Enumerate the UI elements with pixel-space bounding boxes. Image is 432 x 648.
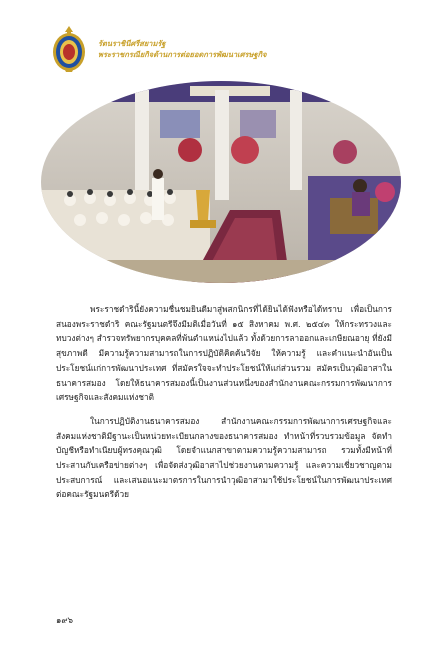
page-header bbox=[50, 24, 390, 74]
ceremony-photo bbox=[40, 80, 402, 284]
paragraph-2: ในการปฏิบัติงานธนาคารสมอง สำนักงานคณะกรรมการพัฒนาการเศรษฐกิจและสังคมแห่งชาติมีฐานะเป็นหน่วยทะเบียนกลางของธนาคารสมอง ทำหน้าที่รวบรวมข้อมูล จัดทำบัญชีหรือทำเนียบผู้ทรงคุณวุฒิ โดยจำแนกสาขาตามความรู้ความสามารถ รวมทั้งมีหน้าที่ประสานกับเครือข่ายต่างๆ เพื่อจัดส่งวุฒิอาสาไปช่วยงานตามความรู้ และความเชี่ยวชาญตามประสบการณ์ และเสนอแนะมาตรการในการนำวุฒิอาสามาใช้ประโยชน์ในการพัฒนาประเทศต่อคณะรัฐมนตรีด้วย bbox=[56, 415, 392, 500]
royal-emblem-icon bbox=[50, 24, 88, 74]
header-line-1: รัตนราชินีศรีสยามรัฐ bbox=[98, 39, 166, 48]
header-line-2: พระราชกรณียกิจด้านการต่อยอดการพัฒนาเศรษฐกิจ bbox=[98, 50, 267, 59]
paragraph-1: พระราชดำรินี้ยังความชื่นชมยินดีมาสู่พสกนิกรที่ได้ยินได้ฟังหรือได้ทราบ เพื่อเป็นการสนองพระราชดำริ คณะรัฐมนตรีจึงมีมติเมื่อวันที่ ๑๕ สิงหาคม พ.ศ. ๒๕๔๓ ให้กระทรวงและทบวงต่างๆ สำรวจทรัพยากรบุคคลที่พ้นตำแหน่งไปแล้ว ทั้งด้วยการลาออกและเกษียณอายุ ที่ยังมีสุขภาพดี มีความรู้ความสามารถในการปฏิบัติคิดค้นวิจัย ให้ความรู้ และคำแนะนำอันเป็นประโยชน์แก่การพัฒนาประเทศ ที่สมัครใจจะทำประโยชน์ให้แก่ส่วนรวม สมัครเป็นวุฒิอาสาในธนาคารสมอง โดยให้ธนาคารสมองนี้เป็นงานส่วนหนึ่งของสำนักงานคณะกรรมการพัฒนาการเศรษฐกิจและสังคมแห่งชาติ bbox=[56, 304, 392, 403]
page-number: ๑๙๖ bbox=[56, 616, 74, 626]
body-text bbox=[56, 302, 392, 502]
header-titles bbox=[98, 38, 267, 60]
